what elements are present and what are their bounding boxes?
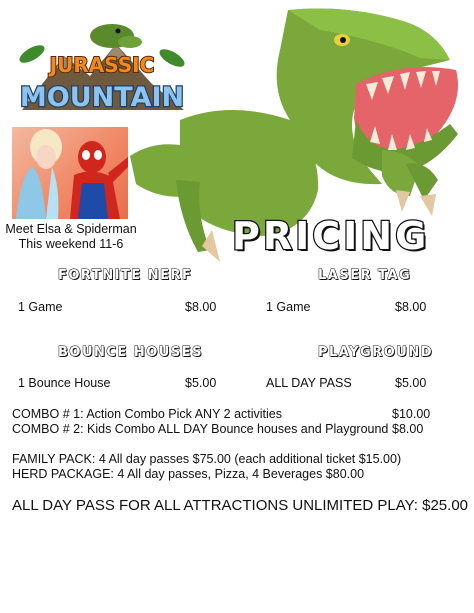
playground-item: ALL DAY PASS xyxy=(266,376,352,390)
combo-2-text: COMBO # 2: Kids Combo ALL DAY Bounce houses and Playground xyxy=(12,422,389,436)
bounce-item: 1 Bounce House xyxy=(18,376,111,390)
laser-item: 1 Game xyxy=(266,300,311,314)
section-title-fortnite: FORTNITE NERF xyxy=(58,268,193,283)
section-title-playground: PLAYGROUND xyxy=(318,345,434,360)
logo-line2: MOUNTAIN xyxy=(19,82,185,113)
herd-package: HERD PACKAGE: 4 All day passes, Pizza, 4 Beverages $80.00 xyxy=(12,467,365,481)
combo-2-price: $8.00 xyxy=(392,422,424,436)
family-pack: FAMILY PACK: 4 All day passes $75.00 (each additional ticket $15.00) xyxy=(12,452,402,466)
page-title: PRICING xyxy=(232,214,430,258)
laser-price: $8.00 xyxy=(395,300,427,314)
bounce-price: $5.00 xyxy=(185,376,217,390)
promo-caption-line1: Meet Elsa & Spiderman xyxy=(5,222,137,236)
section-title-bounce: BOUNCE HOUSES xyxy=(58,345,203,360)
fortnite-item: 1 Game xyxy=(18,300,63,314)
logo-line1: JURASSIC xyxy=(49,53,155,77)
playground-price: $5.00 xyxy=(395,376,427,390)
all-day-pass: ALL DAY PASS FOR ALL ATTRACTIONS UNLIMITED PLAY: $25.00 xyxy=(12,497,468,514)
promo-caption-line2: This weekend 11-6 xyxy=(18,237,124,251)
combo-1-price: $10.00 xyxy=(392,407,431,421)
combo-1-text: COMBO # 1: Action Combo Pick ANY 2 activities xyxy=(12,407,283,421)
elsa-spiderman-photo xyxy=(12,127,128,219)
fortnite-price: $8.00 xyxy=(185,300,217,314)
section-title-laser: LASER TAG xyxy=(318,268,412,283)
